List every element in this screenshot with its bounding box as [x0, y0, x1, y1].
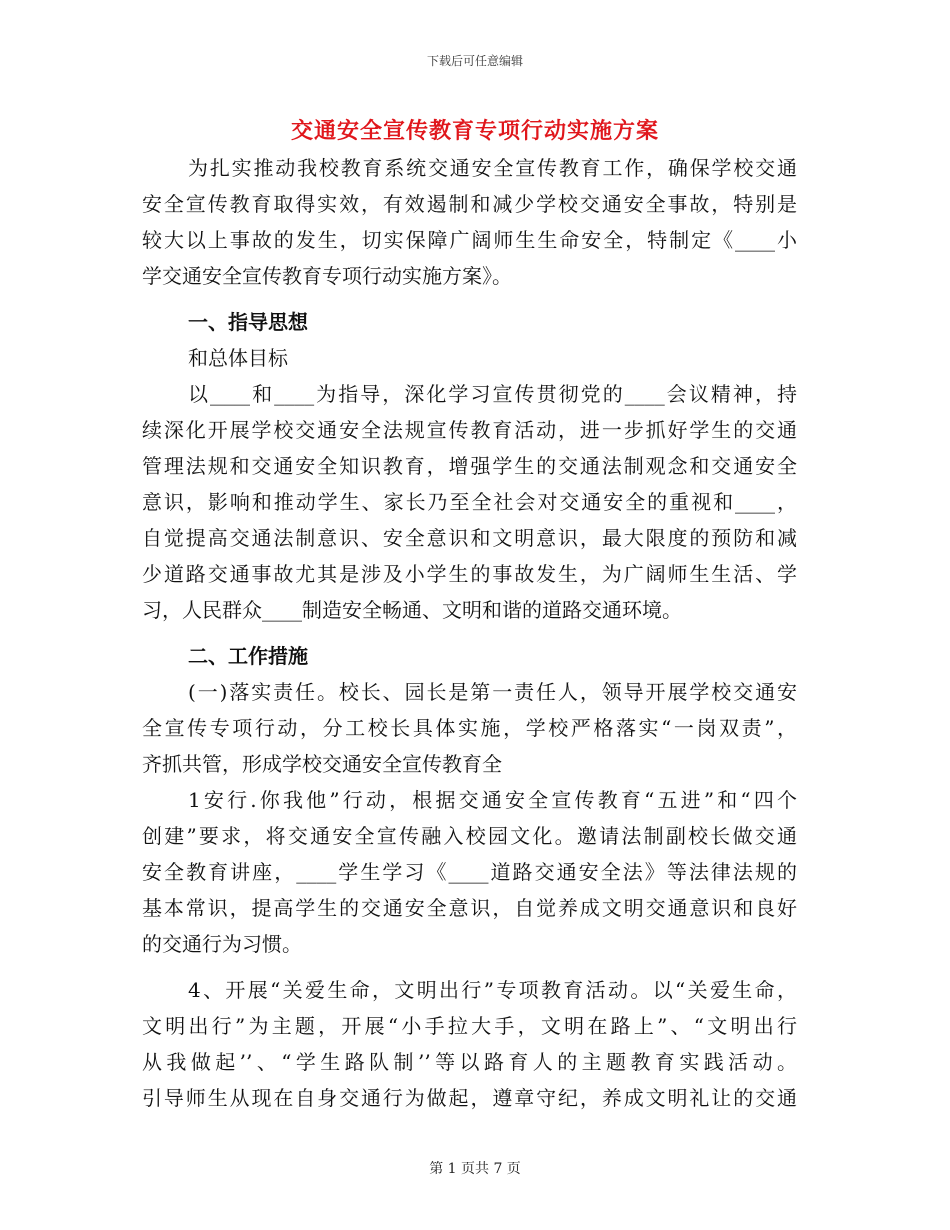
paragraph-line: 安全教育讲座，____学生学习《____道路交通安全法》等法律法规的 [142, 860, 797, 884]
page-header: 下载后可任意编辑 [426, 54, 523, 68]
paragraph-line: 文明出行”为主题，开展“小手拉大手，文明在路上”、“文明出行 [142, 1014, 797, 1038]
page-footer: 第 1 页共 7 页 [429, 1161, 521, 1177]
paragraph-line: 的交通行为习惯。 [142, 932, 302, 956]
paragraph-line: 自觉提高交通法制意识、安全意识和文明意识，最大限度的预防和减 [142, 526, 797, 550]
paragraph-line: 和总体目标 [188, 346, 288, 370]
paragraph-line: 少道路交通事故尤其是涉及小学生的事故发生，为广阔师生生活、学 [142, 562, 797, 586]
section-heading: 一、指导思想 [188, 310, 308, 334]
paragraph-line: 较大以上事故的发生，切实保障广阔师生生命安全，特制定《____小 [142, 228, 797, 252]
paragraph-line: 基本常识，提高学生的交通安全意识，自觉养成文明交通意识和良好 [142, 896, 797, 920]
paragraph-line: 习，人民群众____制造安全畅通、文明和谐的道路交通环境。 [142, 598, 682, 622]
paragraph-line: 创建”要求，将交通安全宣传融入校园文化。邀请法制副校长做交通 [142, 824, 797, 848]
paragraph-line: 4、开展“关爱生命，文明出行”专项教育活动。以“关爱生命， [188, 978, 797, 1002]
paragraph-line: 意识，影响和推动学生、家长乃至全社会对交通安全的重视和____， [142, 490, 797, 514]
paragraph-line: 管理法规和交通安全知识教育，增强学生的交通法制观念和交通安全 [142, 454, 797, 478]
paragraph-line: 全宣传专项行动，分工校长具体实施，学校严格落实“一岗双责”， [142, 716, 797, 740]
paragraph-line: 为扎实推动我校教育系统交通安全宣传教育工作，确保学校交通 [188, 156, 797, 180]
paragraph-line: 齐抓共管，形成学校交通安全宣传教育全 [142, 752, 502, 776]
paragraph-line: (一)落实责任。校长、园长是第一责任人，领导开展学校交通安 [188, 680, 797, 704]
section-heading: 二、工作措施 [188, 644, 308, 668]
paragraph-line: 从我做起’’、“学生路队制’’等以路育人的主题教育实践活动。 [142, 1050, 797, 1074]
paragraph-line: 续深化开展学校交通安全法规宣传教育活动，进一步抓好学生的交通 [142, 418, 797, 442]
document-body [142, 150, 797, 1116]
paragraph-line: 安全宣传教育取得实效，有效遏制和减少学校交通安全事故，特别是 [142, 192, 797, 216]
paragraph-line: 引导师生从现在自身交通行为做起，遵章守纪，养成文明礼让的交通 [142, 1086, 797, 1110]
paragraph-line: 1安行.你我他”行动，根据交通安全宣传教育“五进”和“四个 [188, 788, 797, 812]
paragraph-line: 以____和____为指导，深化学习宣传贯彻党的____会议精神，持 [188, 382, 797, 406]
paragraph-line: 学交通安全宣传教育专项行动实施方案》。 [142, 264, 512, 288]
document-title: 交通安全宣传教育专项行动实施方案 [290, 118, 659, 144]
